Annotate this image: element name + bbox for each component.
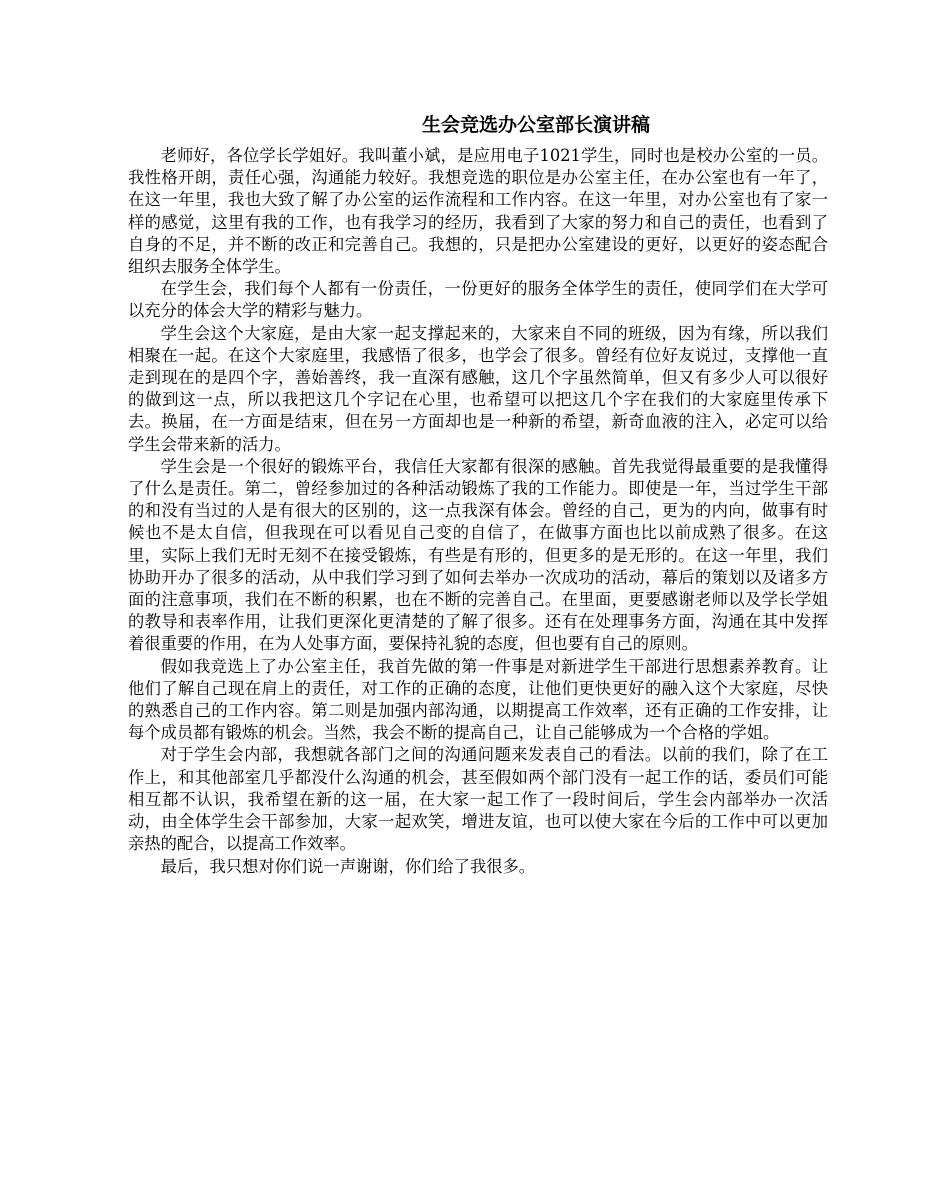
paragraph-1: 老师好，各位学长学姐好。我叫董小斌，是应用电子1021学生，同时也是校办公室的一员。我性格开朗，责任心强，沟通能力较好。我想竞选的职位是办公室主任，在办公室也有一年了，在这一年里，我也大致了解了办公室的运作流程和工作内容。在这一年里，对办公室也有了家一样的感觉，这里有我的工作，也有我学习的经历，我看到了大家的努力和自己的责任，也看到了自身的不足，并不断的改正和完善自己。我想的，只是把办公室建设的更好，以更好的姿态配合组织去服务全体学生。 (128, 146, 828, 277)
paragraph-7: 最后，我只想对你们说一声谢谢，你们给了我很多。 (160, 856, 536, 876)
paragraph-3: 学生会这个大家庭，是由大家一起支撑起来的，大家来自不同的班级，因为有缘，所以我们相聚在一起。在这个大家庭里，我感悟了很多，也学会了很多。曾经有位好友说过，支撑他一直走到现在的是四个字，善始善终，我一直深有感触，这几个字虽然简单，但又有多少人可以很好的做到这一点，所以我把这几个字记在心里，也希望可以把这几个字在我们的大家庭里传承下去。换届，在一方面是结束，但在另一方面却也是一种新的希望，新奇血液的注入，必定可以给学生会带来新的活力。 (128, 323, 828, 454)
paragraph-4: 学生会是一个很好的锻炼平台，我信任大家都有很深的感触。首先我觉得最重要的是我懂得了什么是责任。第二，曾经参加过的各种活动锻炼了我的工作能力。即使是一年，当过学生干部的和没有当过的人是有很大的区别的，这一点我深有体会。曾经的自己，更为的内向，做事有时候也不是太自信，但我现在可以看见自己变的自信了，在做事方面也比以前成熟了很多。在这里，实际上我们无时无刻不在接受锻炼，有些是有形的，但更多的是无形的。在这一年里，我们协助开办了很多的活动，从中我们学习到了如何去举办一次成功的活动，幕后的策划以及诸多方面的注意事项，我们在不断的积累，也在不断的完善自己。在里面，更要感谢老师以及学长学姐的教导和表率作用，让我们更深化更清楚的了解了很多。还有在处理事务方面，沟通在其中发挥着很重要的作用，在为人处事方面，要保持礼貌的态度，但也要有自己的原则。 (128, 456, 828, 654)
paragraph-6: 对于学生会内部，我想就各部门之间的沟通问题来发表自己的看法。以前的我们，除了在工作上，和其他部室几乎都没什么沟通的机会，甚至假如两个部门没有一起工作的话，委员们可能相互都不认识，我希望在新的这一届，在大家一起工作了一段时间后，学生会内部举办一次活动，由全体学生会干部参加，大家一起欢笑，增进友谊，也可以使大家在今后的工作中可以更加亲热的配合，以提高工作效率。 (128, 745, 828, 854)
paragraph-2: 在学生会，我们每个人都有一份责任，一份更好的服务全体学生的责任，使同学们在大学可以充分的体会大学的精彩与魅力。 (128, 279, 828, 321)
document-title: 生会竞选办公室部长演讲稿 (421, 114, 650, 136)
paragraph-5: 假如我竞选上了办公室主任，我首先做的第一件事是对新进学生干部进行思想素养教育。让他们了解自己现在肩上的责任，对工作的正确的态度，让他们更快更好的融入这个大家庭，尽快的熟悉自己的工作内容。第二则是加强内部沟通，以期提高工作效率，还有正确的工作安排，让每个成员都有锻炼的机会。当然，我会不断的提高自己，让自己能够成为一个合格的学姐。 (128, 656, 828, 743)
document-body (128, 145, 828, 878)
